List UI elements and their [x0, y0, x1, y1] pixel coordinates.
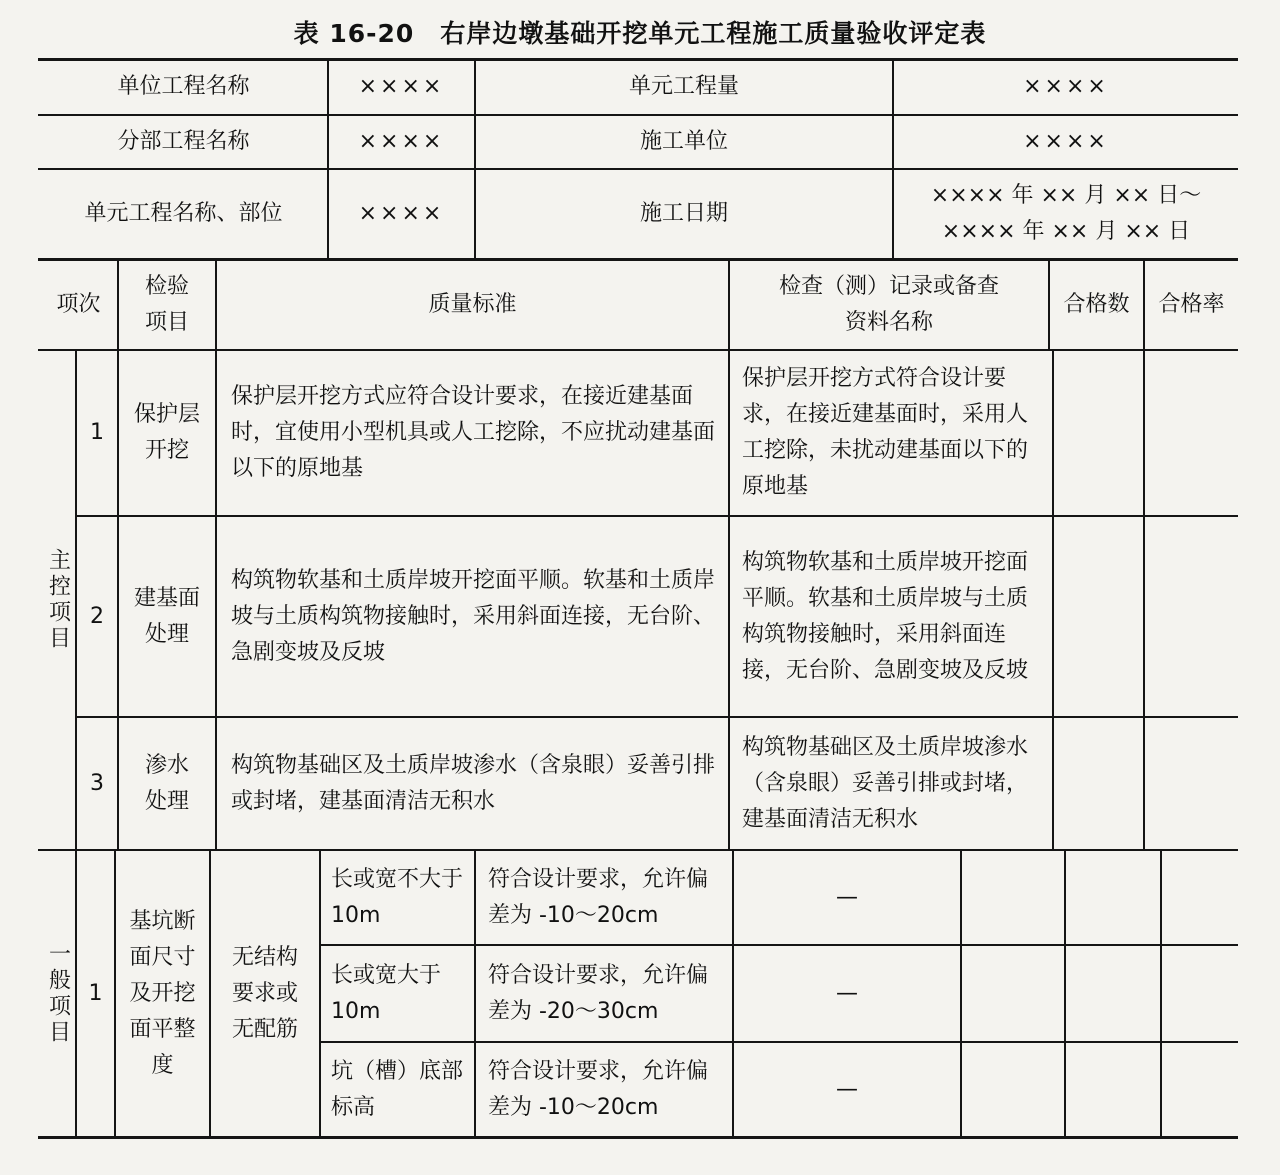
general-row-3-record: — — [836, 1076, 858, 1102]
main-row-1-item — [119, 351, 215, 515]
record-line-1: 检查（测）记录或备查 — [778, 274, 999, 299]
main-row-2-no: 2 — [90, 603, 104, 629]
main-row-1-item-line-2: 开挖 — [144, 438, 189, 463]
count-column-divider-main — [1143, 351, 1145, 850]
construction-date-line-2: ×××× 年 ×× 月 ×× 日 — [941, 219, 1191, 244]
sub-project-name-label: 分部工程名称 — [117, 129, 250, 154]
column-header-record — [730, 261, 1048, 349]
construction-date-line-1: ×××× 年 ×× 月 ×× 日～ — [930, 183, 1202, 208]
general-row-1-record: — — [836, 884, 858, 910]
main-row-2-item — [119, 517, 215, 716]
main-row-2-standard: 构筑物软基和土质岸坡开挖面平顺。软基和土质岸坡与土质构筑物接触时，采用斜面连接，无台阶、急剧变坡及反坡 — [231, 567, 716, 665]
record-column-divider-general — [960, 851, 962, 1137]
unit-name-location-label: 单元工程名称、部位 — [84, 201, 283, 226]
general-row-2-record: — — [836, 980, 858, 1006]
sub-project-name-value: ×××× — [358, 129, 445, 154]
construction-date-label: 施工日期 — [639, 201, 728, 226]
unit-quantity-value: ×××× — [1023, 74, 1109, 99]
main-row-3-no: 3 — [90, 770, 104, 796]
general-row-2-standard: 符合设计要求，允许偏差为 -20～30cm — [488, 962, 709, 1024]
main-row-2-item-line-1: 建基面 — [133, 585, 200, 611]
general-row-1-condition: 长或宽不大于10m — [331, 866, 464, 928]
unit-project-name-value: ×××× — [358, 74, 445, 99]
general-row-3-condition: 坑（槽）底部标高 — [331, 1058, 464, 1120]
general-item: 基坑断面尺寸及开挖面平整度 — [129, 908, 196, 1078]
main-row-1-standard: 保护层开挖方式应符合设计要求，在接近建基面时，宜使用小型机具或人工挖除，不应扰动建基面以下的原地基 — [231, 384, 716, 481]
column-header-quality-standard: 质量标准 — [428, 292, 517, 317]
general-category: 无结构要求或无配筋 — [231, 944, 298, 1042]
main-row-3-item-line-1: 渗水 — [144, 752, 189, 778]
construction-unit-label: 施工单位 — [639, 129, 728, 154]
column-header-qualified-rate: 合格率 — [1158, 292, 1225, 317]
main-row-2-record: 构筑物软基和土质岸坡开挖面平顺。软基和土质岸坡与土质构筑物接触时，采用斜面连接，无台阶、急剧变坡及反坡 — [742, 549, 1029, 683]
inspection-item-line-2: 项目 — [144, 310, 189, 335]
inspection-item-line-1: 检验 — [144, 274, 189, 299]
general-row-no: 1 — [88, 980, 103, 1006]
main-row-3-record: 构筑物基础区及土质岸坡渗水（含泉眼）妥善引排或封堵，建基面清洁无积水 — [742, 734, 1029, 832]
general-group-label: 一般项目 — [45, 941, 71, 1046]
unit-quantity-label: 单元工程量 — [628, 74, 739, 99]
construction-date-value — [894, 170, 1238, 258]
record-column-divider-main — [1052, 351, 1054, 850]
unit-project-name-label: 单位工程名称 — [117, 74, 250, 99]
unit-name-location-value: ×××× — [358, 201, 445, 226]
main-control-group-label: 主控项目 — [45, 548, 71, 652]
general-row-1-standard: 符合设计要求，允许偏差为 -10～20cm — [488, 866, 709, 928]
main-row-1-record: 保护层开挖方式符合设计要求，在接近建基面时，采用人工挖除，未扰动建基面以下的原地基 — [742, 366, 1029, 499]
count-column-divider-general — [1064, 851, 1066, 1137]
general-row-2-condition: 长或宽大于10m — [331, 962, 442, 1024]
main-row-1-no: 1 — [90, 420, 104, 445]
table-title: 表 16-20 右岸边墩基础开挖单元工程施工质量验收评定表 — [293, 19, 987, 48]
column-header-inspection-item — [119, 261, 215, 349]
record-line-2: 资料名称 — [844, 310, 933, 335]
column-header-qualified-count: 合格数 — [1063, 292, 1130, 317]
main-row-2-item-line-2: 处理 — [144, 621, 189, 647]
main-row-1-item-line-1: 保护层 — [133, 402, 200, 427]
table-bottom-border — [38, 1136, 1238, 1139]
column-header-item-no: 项次 — [56, 292, 101, 317]
main-row-3-standard: 构筑物基础区及土质岸坡渗水（含泉眼）妥善引排或封堵，建基面清洁无积水 — [231, 752, 716, 814]
construction-unit-value: ×××× — [1023, 129, 1109, 154]
main-row-3-item-line-2: 处理 — [144, 788, 189, 814]
main-row-3-item — [119, 718, 215, 849]
rate-column-divider-general — [1160, 851, 1162, 1137]
general-row-3-standard: 符合设计要求，允许偏差为 -10～20cm — [488, 1058, 709, 1120]
